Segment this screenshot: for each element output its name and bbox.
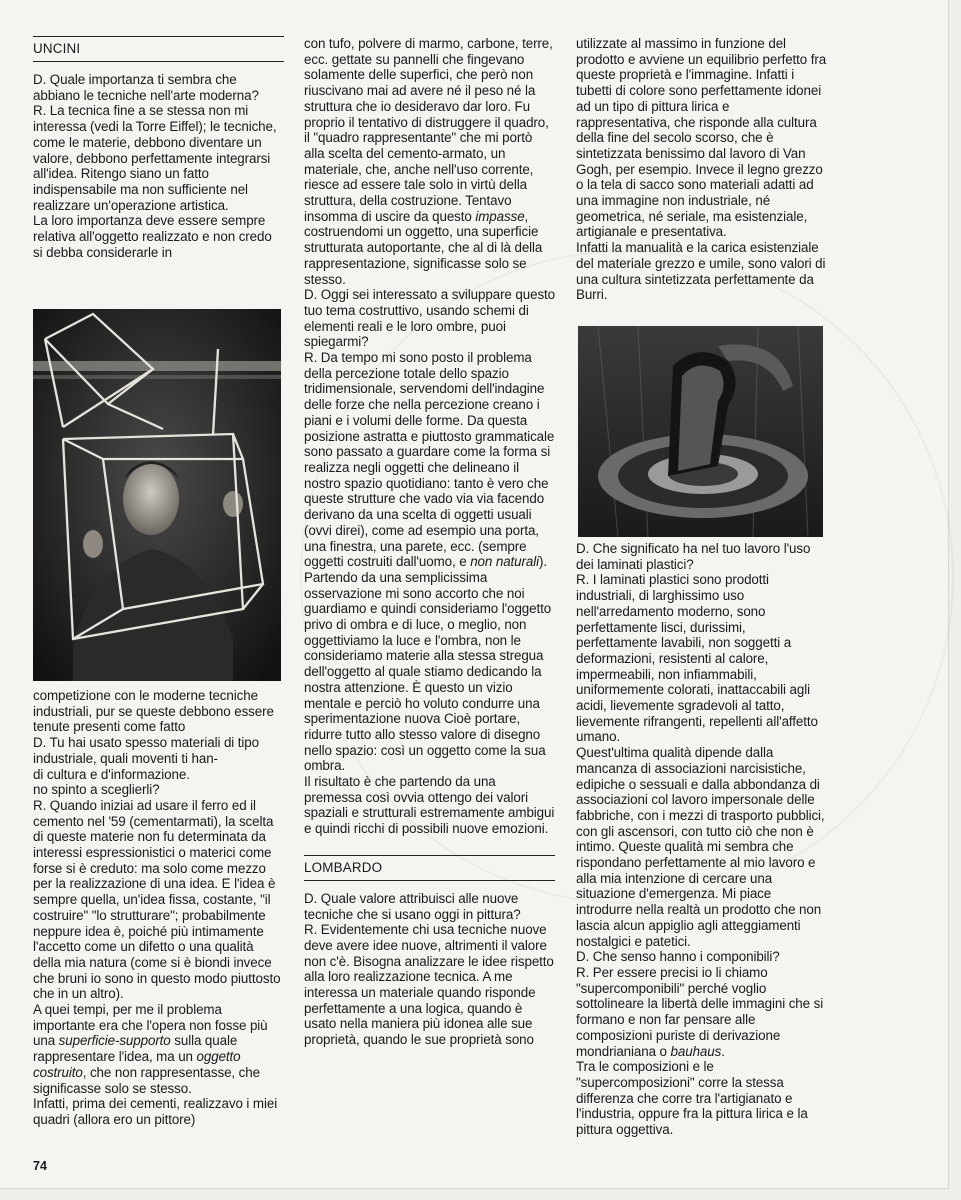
photo-laminate-sculpture (578, 326, 823, 537)
answer-4-continued: utilizzate al massimo in funzione del prodotto e avviene un equilibrio perfetto fra queste proprietà e l'immagine. Infatti i tubetti di colore sono perfettamente idonei ad un tipo di pittura lirica e rappresentativa, che risponde alla cultura della fine del secolo scorso, che è sintetizzata benissimo dal lavoro di Van Gogh, per esempio. Invece il legno grezzo o la tela di sacco sono materiali adatti ad una immagine non industriale, né geometrica, né seriale, ma esistenziale, artigianale e presentativa. (576, 36, 827, 240)
answer-1-end: competizione con le moderne tecniche industriali, pur se queste debbono essere tenute presenti come fatto (33, 688, 274, 735)
question-3: D. Oggi sei interessato a sviluppare questo tuo tema costruttivo, usando schemi di elementi reali e le loro ombre, puoi spiegarmi? (304, 287, 556, 350)
question-2-line: D. Tu hai usato spesso materiali di tipo industriale, quali moventi ti han- (33, 735, 259, 766)
answer-3-cont: Partendo da una semplicissima osservazione mi sono accorto che noi guardiamo e quindi consideriamo l'oggetto privo di ombra e di luce, o meglio, non oggettiviamo la luce e l'ombra, non le consideriamo materie alla stessa stregua dell'oggetto al quale stiamo dedicando la nostra attenzione. È questo un vizio mentale e perciò ho voluto condurre una sperimentazione nuova Cioè portare, ridurre tutto allo stesso valore di disegno nello spazio: così un oggetto come la sua ombra. (304, 569, 552, 774)
answer-5: R. I laminati plastici sono prodotti industriali, di larghissimo uso nell'arredamento moderno, sono perfettamente lisci, durissimi, perfettamente lavabili, non soggetti a deformazioni, resistenti al calore, impermeabili, non infiammabili, uniformemente colorati, inattaccabili agli acidi, lievemente sgradevoli al tatto, lievemente rifrangenti, repellenti all'affetto umano. (576, 572, 818, 745)
answer-2-end: Infatti, prima dei cementi, realizzavo i miei quadri (allora ero un pittore) (33, 1096, 278, 1127)
answer-4: R. Evidentemente chi usa tecniche nuove deve avere idee nuove, altrimenti il valore non c'è. Bisogna analizzare le idee rispetto alla loro realizzazione tecnica. A me interessa un materiale quando risponde perfettamente a una logica, quando è usato nella maniera più idonea alle sue proprietà, quando le sue proprietà sono (304, 922, 554, 1048)
answer-6: R. Per essere precisi io li chiamo "supercomponibili" perché voglio sottolineare la libertà delle immagini che si formano e non far pensare alle composizioni puriste di derivazione mondrianiana o bauhaus. (576, 964, 824, 1059)
section-heading-uncini: UNCINI (33, 36, 284, 62)
answer-6-end: Tra le composizioni e le "supercomposizioni" corre la stessa differenza che corre tra l'artigianato e l'industria, oppure fra la pittura lirica e la pittura oggettiva. (576, 1059, 808, 1138)
answer-2-cont: A quei tempi, per me il problema importante era che l'opera non fosse più una superficie-supporto sulla quale rappresentare l'idea, ma un oggetto costruito, che non rappresentasse, che significasse solo se stesso. (33, 1002, 268, 1096)
answer-3: R. Da tempo mi sono posto il problema della percezione totale dello spazio tridimensionale, servendomi dell'indagine delle forze che nella percezione creano i piani e i volumi delle forme. Da questa posizione astratta e piuttosto grammaticale sono passato a guardare come la forma si realizza negli oggetti che delineano il nostro spazio quotidiano: tanto è vero che queste strutture che vado via via facendo derivano da una scelta di oggetti usuali (ovvi direi), come ad esempio una porta, una finestra, una parete, ecc. (sempre oggetti costruiti dall'uomo, e non naturali). (304, 350, 555, 570)
column-1-lower (33, 688, 284, 1128)
question-2-fragment: di cultura e d'informazione. (33, 766, 190, 782)
question-5: D. Che significato ha nel tuo lavoro l'uso dei laminati plastici? (576, 541, 811, 572)
column-2 (304, 36, 555, 1048)
section-heading-lombardo: LOMBARDO (304, 855, 555, 881)
answer-1-cont: La loro importanza deve essere sempre relativa all'oggetto realizzato e non credo si debba considerarle in (33, 213, 272, 260)
question-6: D. Che senso hanno i componibili? (576, 949, 780, 965)
column-1 (33, 36, 284, 260)
question-4: D. Quale valore attribuisci alle nuove tecniche che si usano oggi in pittura? (304, 890, 521, 922)
question-1: D. Quale importanza ti sembra che abbiano le tecniche nell'arte moderna? (33, 72, 259, 103)
column-3-lower (576, 541, 827, 1138)
answer-2: R. Quando iniziai ad usare il ferro ed il cemento nel '59 (cementarmati), la scelta di queste materie non fu determinata da interessi espressionistici o materici come forse si è creduto: ma solo come mezzo per la realizzazione di una idea. E l'idea è sempre quella, un'idea fissa, costante, "il costruire" "lo strutturare"; probabilmente neppure idea è, poiché più intimamente l'accetto come un difetto o una qualità della mia natura (come si è biondi invece che bruni io sono in questo modo piuttosto che in un altro). (33, 797, 281, 1002)
photo-artist-with-wire-structure (33, 309, 281, 681)
answer-1: R. La tecnica fine a se stessa non mi interessa (vedi la Torre Eiffel); le tecniche, come le materie, debbono diventare un valore, debbono perfettamente integrarsi all'idea. Ritengo siano un fatto indispensabile ma non sufficiente nel realizzare un'operazione artistica. (33, 103, 277, 213)
column-3 (576, 36, 827, 303)
page-number: 74 (33, 1159, 47, 1173)
answer-2-continued: con tufo, polvere di marmo, carbone, terre, ecc. gettate su pannelli che fingevano solamente delle superfici, che però non riuscivano mai ad avere né il peso né la struttura che io desideravo dar loro. Fu proprio il tentativo di distruggere il quadro, il "quadro rappresentante" che mi portò alla scelta del cemento-armato, un materiale, che, anche nell'uso corrente, riesce ad essere tale solo in virtù della struttura, della costruzione. Tentavo insomma di uscire da questo impasse, costruendomi un oggetto, una superficie strutturata autoportante, che al di là della rappresentazione, significasse solo se stesso. (304, 36, 553, 287)
question-2-end: no spinto a sceglierli? (33, 782, 160, 798)
answer-3-end: Il risultato è che partendo da una premessa così ovvia ottengo dei valori spaziali e strutturali estremamente ambigui e quindi ricchi di possibili nuove emozioni. (304, 774, 555, 837)
answer-4-end: Infatti la manualità e la carica esistenziale del materiale grezzo e umile, sono valori di una cultura sintetizzata perfettamente da Burri. (576, 240, 826, 303)
answer-5-cont: Quest'ultima qualità dipende dalla mancanza di associazioni narcisistiche, edipiche o sessuali e dalla abbondanza di associazioni col lavoro impersonale delle fabbriche, con i mezzi di trasporto pubblici, con gli ascensori, con tutto ciò che non è intimo. Queste qualità mi sembra che rispondano perfettamente al mio lavoro e alla mia intenzione di cercare una situazione d'emergenza. Mi piace introdurre nella realtà un prodotto che non lascia alcun appiglio agli atteggiamenti nostalgici e patetici. (576, 745, 825, 949)
